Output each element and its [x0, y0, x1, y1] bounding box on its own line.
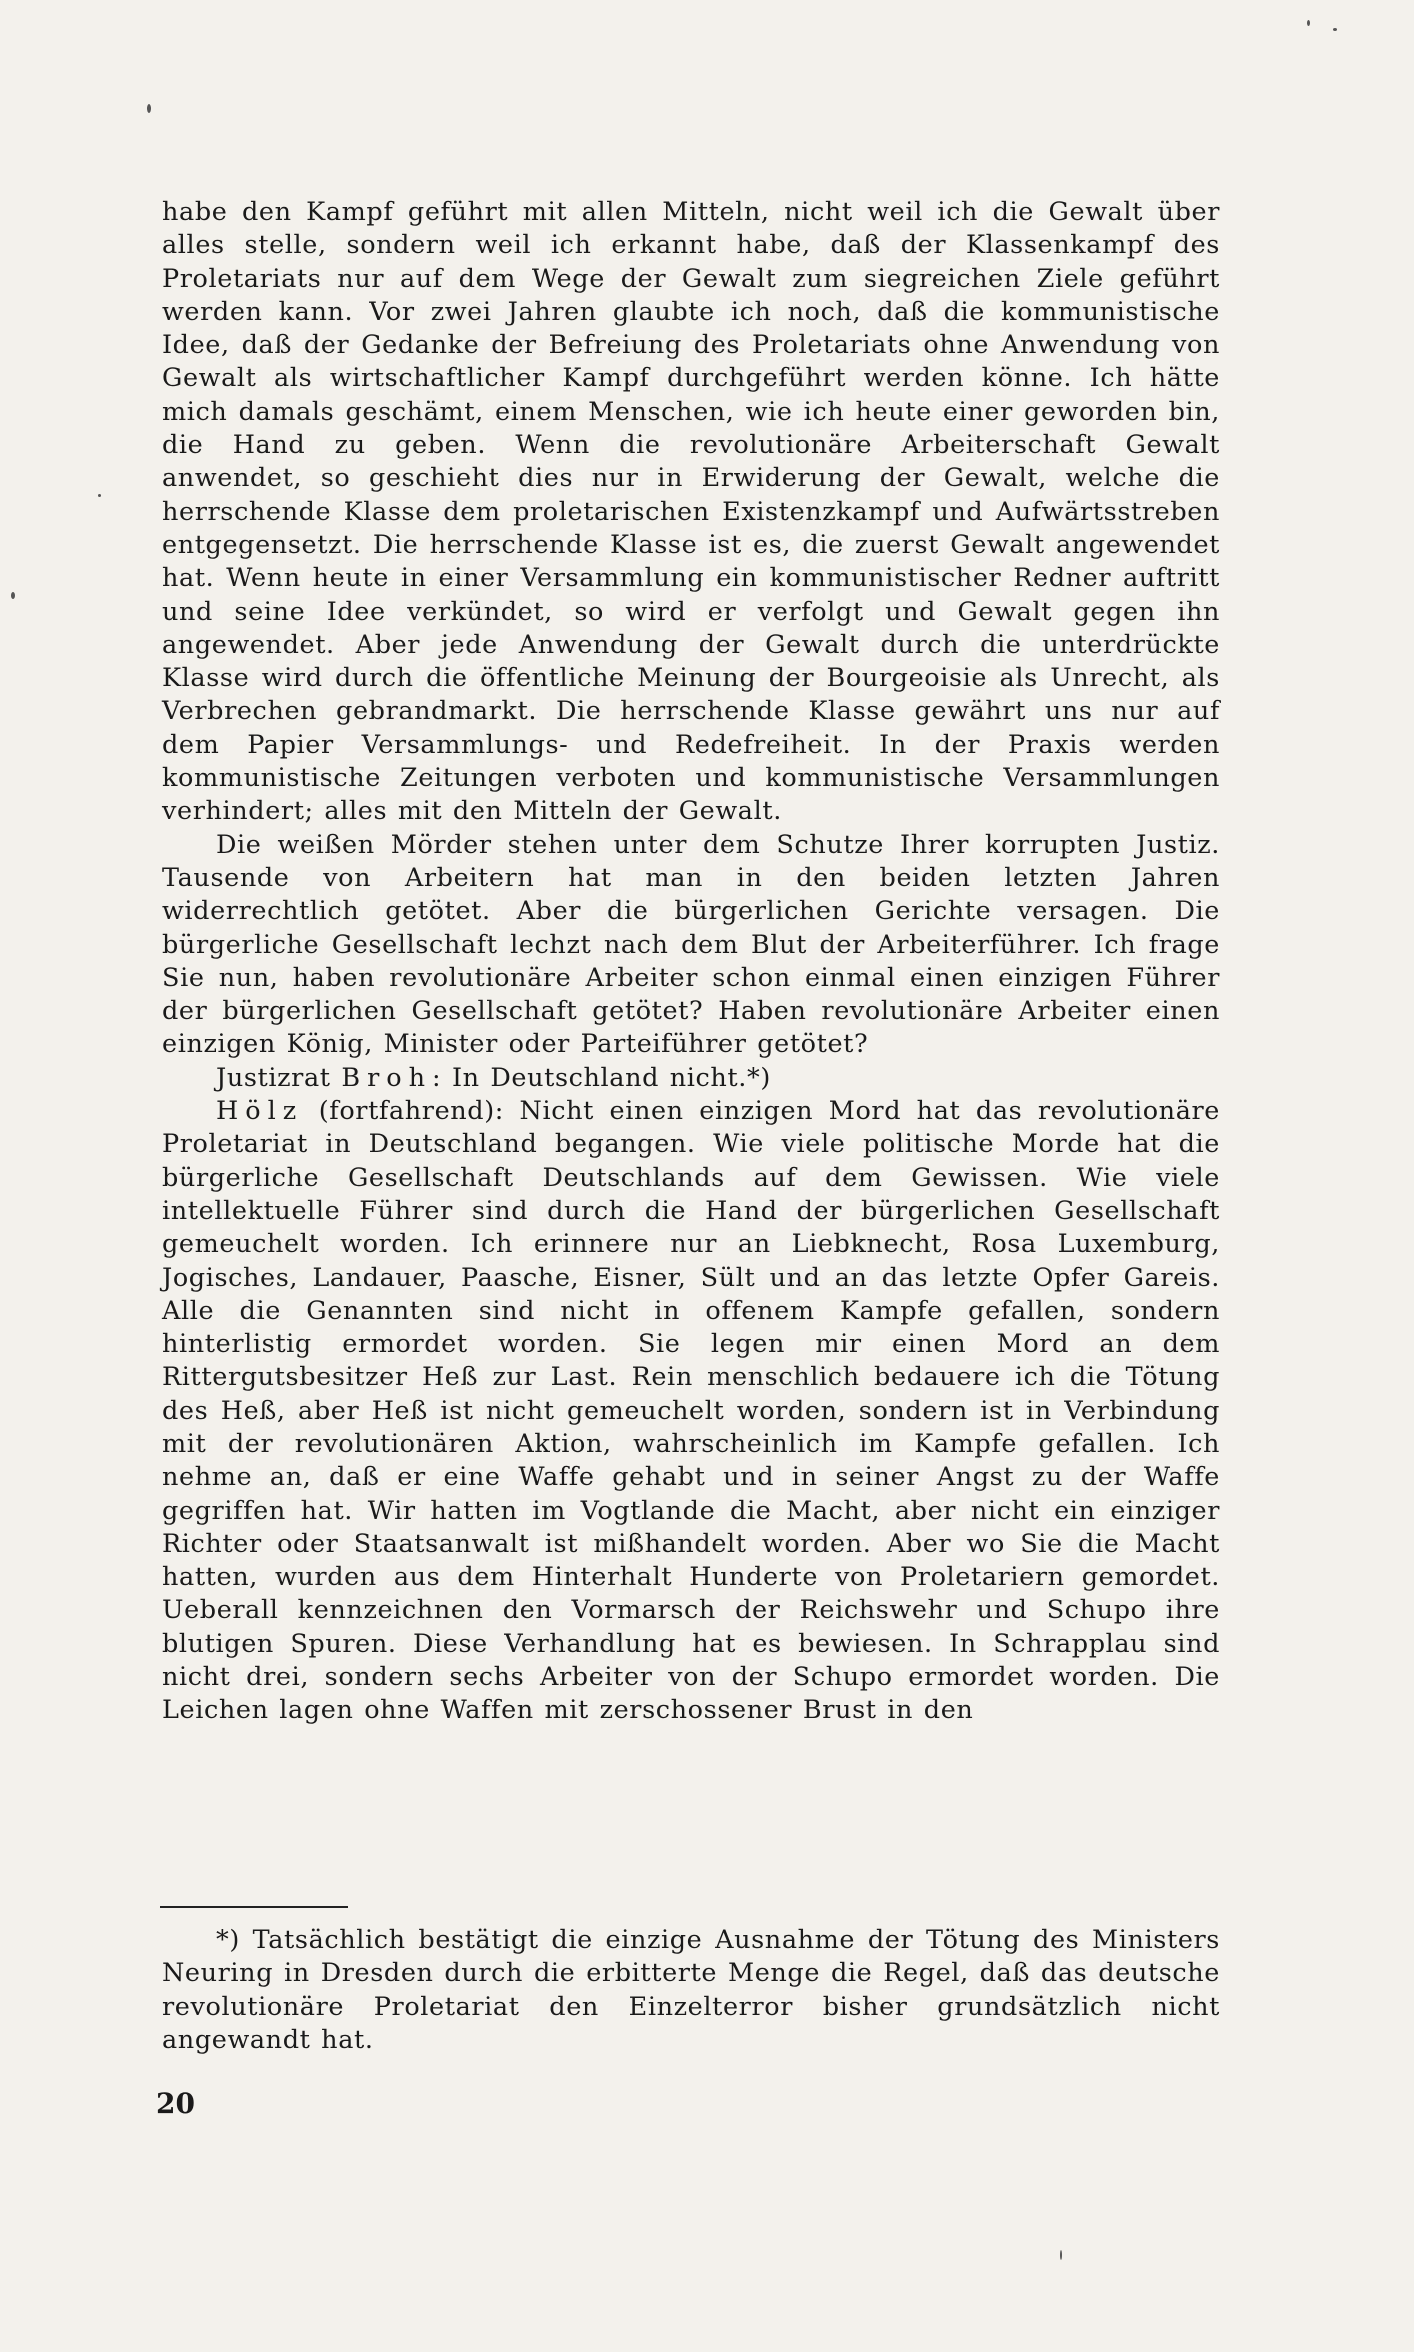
paragraph: Die weißen Mörder stehen unter dem Schutze Ihrer korrupten Justiz. Tausende von Arbeitern hat man in den beiden letzten Jahren widerrechtlich getötet. Aber die bürgerlichen Gerichte versagen. Die bürgerliche Gesellschaft lechzt nach dem Blut der Arbeiterführer. Ich frage Sie nun, haben revolutionäre Arbeiter schon einmal einen einzigen Führer der bürgerlichen Gesellschaft getötet? Haben revolutionäre Arbeiter einen einzigen König, Minister oder Parteiführer getötet? [162, 829, 1220, 1060]
continuation-speaker: Hölz [216, 1096, 304, 1127]
continuation-paragraph [162, 1095, 1220, 1728]
print-speck [1333, 28, 1337, 31]
page-number: 20 [156, 2087, 195, 2120]
main-text [162, 196, 1220, 1728]
footnote-divider [160, 1906, 348, 1908]
footnote [162, 1924, 1220, 2057]
print-speck [11, 592, 15, 599]
interjection-paragraph [162, 1062, 1220, 1095]
interjection-prefix: Justizrat [216, 1062, 331, 1093]
print-speck [1060, 2250, 1062, 2260]
paragraph: habe den Kampf geführt mit allen Mitteln, nicht weil ich die Gewalt über alles stelle, sondern weil ich erkannt habe, daß der Klassenkampf des Proletariats nur auf dem Wege der Gewalt zum siegreichen Ziele geführt werden kann. Vor zwei Jahren glaubte ich noch, daß die kommunistische Idee, daß der Gedanke der Befreiung des Proletariats ohne Anwendung von Gewalt als wirtschaftlicher Kampf durchgeführt werden könne. Ich hätte mich damals geschämt, einem Menschen, wie ich heute einer geworden bin, die Hand zu geben. Wenn die revolutionäre Arbeiterschaft Gewalt anwendet, so geschieht dies nur in Erwiderung der Gewalt, welche die herrschende Klasse dem proletarischen Existenzkampf und Aufwärtsstreben entgegensetzt. Die herrschende Klasse ist es, die zuerst Gewalt angewendet hat. Wenn heute in einer Versammlung ein kommunistischer Redner auftritt und seine Idee verkündet, so wird er verfolgt und Gewalt gegen ihn angewendet. Aber jede Anwendung der Gewalt durch die unterdrückte Klasse wird durch die öffentliche Meinung der Bourgeoisie als Unrecht, als Verbrechen gebrandmarkt. Die herrschende Klasse gewährt uns nur auf dem Papier Versammlungs- und Redefreiheit. In der Praxis werden kommunistische Zeitungen verboten und kommunistische Versammlungen verhindert; alles mit den Mitteln der Gewalt. [162, 197, 1220, 827]
continuation-text: (fortfahrend): Nicht einen einzigen Mord hat das revolutionäre Proletariat in Deutschland begangen. Wie viele politische Morde hat die bürgerliche Gesellschaft Deutschlands auf dem Gewissen. Wie viele intellektuelle Führer sind durch die Hand der bürgerlichen Gesellschaft gemeuchelt worden. Ich erinnere nur an Liebknecht, Rosa Luxemburg, Jogisches, Landauer, Paasche, Eisner, Sült und an das letzte Opfer Gareis. Alle die Genannten sind nicht in offenem Kampfe gefallen, sondern hinterlistig ermordet worden. Sie legen mir einen Mord an dem Rittergutsbesitzer Heß zur Last. Rein menschlich bedauere ich die Tötung des Heß, aber Heß ist nicht gemeuchelt worden, sondern ist in Verbindung mit der revolutionären Aktion, wahrscheinlich im Kampfe gefallen. Ich nehme an, daß er eine Waffe gehabt und in seiner Angst zu der Waffe gegriffen hat. Wir hatten im Vogtlande die Macht, aber nicht ein einziger Richter oder Staatsanwalt ist mißhandelt worden. Aber wo Sie die Macht hatten, wurden aus dem Hinterhalt Hunderte von Proletariern gemordet. Ueberall kennzeichnen den Vormarsch der Reichswehr und Schupo ihre blutigen Spuren. Diese Verhandlung hat es bewiesen. In Schrapplau sind nicht drei, sondern sechs Arbeiter von der Schupo ermordet worden. Die Leichen lagen ohne Waffen mit zerschossener Brust in den [162, 1096, 1220, 1726]
interjection-text: : In Deutschland nicht.*) [432, 1062, 771, 1093]
footnote-text: *) Tatsächlich bestätigt die einzige Ausnahme der Tötung des Ministers Neuring in Dresden durch die erbitterte Menge die Regel, daß das deutsche revolutionäre Proletariat den Einzelterror bisher grundsätzlich nicht angewandt hat. [162, 1925, 1220, 2055]
print-speck [98, 494, 101, 497]
interjection-speaker: Broh [341, 1062, 433, 1093]
print-speck [147, 104, 151, 113]
print-speck [1307, 20, 1310, 26]
